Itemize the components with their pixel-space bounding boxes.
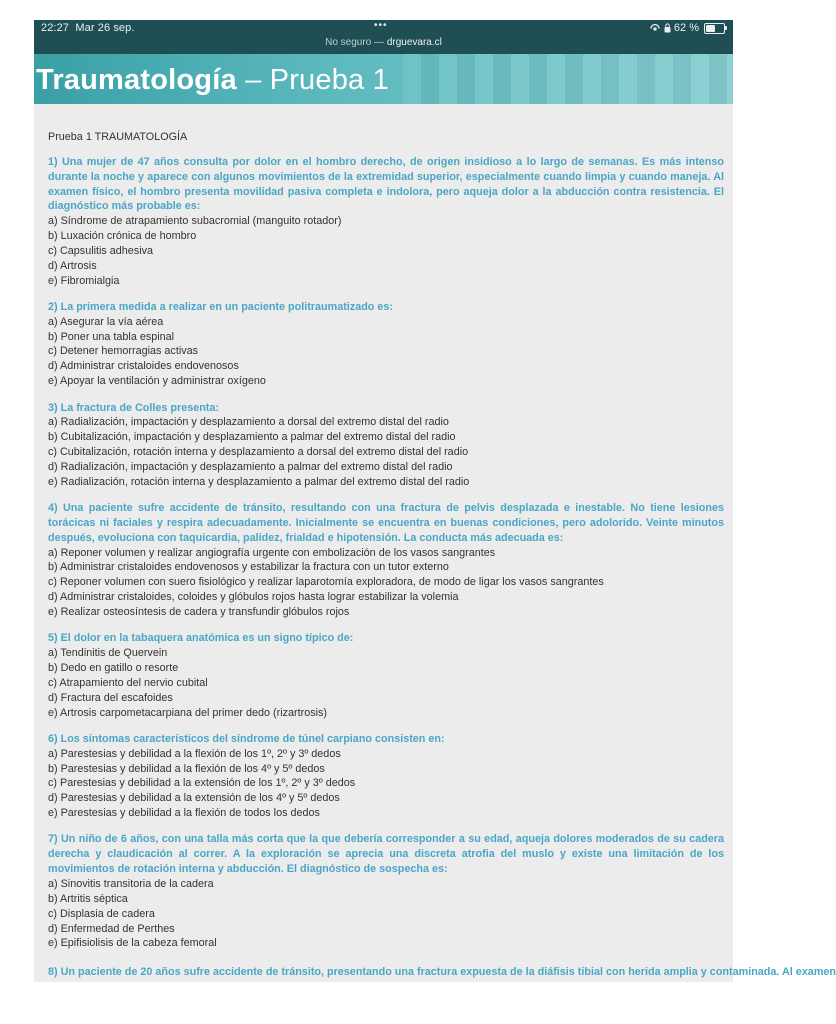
battery-level <box>706 25 715 32</box>
answer-option: b) Poner una tabla espinal <box>48 330 175 343</box>
partial-question-text: 8) Un paciente de 20 años sufre accidente de tránsito, presentando una fractura expuesta de la diáfisis tibial con herida amplia y contaminada. Al examen <box>48 966 836 978</box>
address-bar[interactable] <box>34 37 733 48</box>
answer-option: c) Reponer volumen con suero fisiológico y realizar laparotomía exploradora, de modo de ligar los vasos sangrantes <box>48 576 604 589</box>
page-banner <box>34 54 733 104</box>
answer-option: d) Parestesias y debilidad a la extensión de los 4º y 5º dedos <box>48 792 340 805</box>
document-title: Prueba 1 TRAUMATOLOGÍA <box>48 131 188 143</box>
answer-option: c) Detener hemorragias activas <box>48 345 199 358</box>
answer-option: c) Cubitalización, rotación interna y desplazamiento a dorsal del extremo distal del radio <box>48 446 469 459</box>
status-time-date <box>41 22 135 34</box>
answer-option: b) Administrar cristaloides endovenosos y estabilizar la fractura con un tutor externo <box>48 561 449 574</box>
answer-option: e) Radialización, rotación interna y desplazamiento a palmar del extremo distal del radio <box>48 475 470 488</box>
answer-option: e) Parestesias y debilidad a la flexión de todos los dedos <box>48 807 320 820</box>
answer-option: e) Epifisiolisis de la cabeza femoral <box>48 937 217 950</box>
question-text: 2) La primera medida a realizar en un paciente politraumatizado es: <box>48 300 394 313</box>
answer-option: c) Atrapamiento del nervio cubital <box>48 676 208 689</box>
question-text: 4) Una paciente sufre accidente de tránsito, resultando con una fractura de pelvis desplazada e inestable. No tiene lesiones torácicas ni faciales y respira adecuadamente. Inicialmente se encuentra en buenas condiciones, pero adolorido. Veinte minutos después, evoluciona con taquicardia, palidez, frialdad e hipotensión. La conducta más adecuada es: <box>48 502 724 544</box>
answer-option: d) Administrar cristaloides, coloides y glóbulos rojos hasta lograr estabilizar la volemia <box>48 591 459 604</box>
answer-option: a) Sinovitis transitoria de la cadera <box>48 877 214 890</box>
partial-question-8 <box>48 966 836 987</box>
answer-option: b) Parestesias y debilidad a la flexión de los 4º y 5º dedos <box>48 762 325 775</box>
status-indicators <box>649 22 725 34</box>
answer-option: e) Artrosis carpometacarpiana del primer dedo (rizartrosis) <box>48 706 328 719</box>
page-title-rest: – Prueba 1 <box>236 64 389 96</box>
question-block <box>48 155 724 289</box>
page-title-strong: Traumatología <box>36 64 237 96</box>
answer-option: b) Artritis séptica <box>48 892 128 905</box>
status-date: Mar 26 sep. <box>75 22 135 34</box>
answer-option: b) Cubitalización, impactación y desplazamiento a palmar del extremo distal del radio <box>48 431 456 444</box>
answer-option: e) Apoyar la ventilación y administrar oxígeno <box>48 375 266 388</box>
question-text: 3) La fractura de Colles presenta: <box>48 401 220 414</box>
question-text: 7) Un niño de 6 años, con una talla más corta que la que debería corresponder a su edad, aqueja dolores moderados de su cadera derecha y claudicación al correr. A la exploración se aprecia una discreta atrofia del muslo y existe una limitación de los movimientos de rotación interna y abducción. El diagnóstico de sospecha es: <box>48 833 724 876</box>
answer-option: c) Displasia de cadera <box>48 907 155 920</box>
answer-option: d) Administrar cristaloides endovenosos <box>48 360 239 373</box>
status-time: 22:27 <box>41 22 70 34</box>
question-block <box>48 300 724 389</box>
answer-option: b) Luxación crónica de hombro <box>48 230 197 243</box>
answer-option: a) Parestesias y debilidad a la flexión de los 1º, 2º y 3º dedos <box>48 747 341 760</box>
url-domain: drguevara.cl <box>386 37 442 48</box>
answer-option: a) Tendinitis de Quervein <box>48 647 168 660</box>
answer-option: e) Realizar osteosíntesis de cadera y transfundir glóbulos rojos <box>48 605 350 618</box>
document-body <box>48 130 724 963</box>
answer-option: a) Radialización, impactación y desplazamiento a dorsal del extremo distal del radio <box>48 416 449 429</box>
battery-percentage: 62 % <box>673 22 699 34</box>
question-list <box>48 155 724 951</box>
tablet-screen <box>34 20 836 982</box>
answer-option: e) Fibromialgia <box>48 274 120 287</box>
question-block <box>48 732 724 821</box>
question-block <box>48 631 724 720</box>
lock-icon <box>664 23 671 33</box>
answer-option: b) Dedo en gatillo o resorte <box>48 662 179 674</box>
answer-option: a) Asegurar la vía aérea <box>48 315 164 328</box>
answer-option: d) Enfermedad de Perthes <box>48 922 175 935</box>
answer-option: c) Capsulitis adhesiva <box>48 244 154 257</box>
question-text: 1) Una mujer de 47 años consulta por dolor en el hombro derecho, de origen insidioso a lo largo de semanas. Es más intenso durante la noche y aparece con algunos movimientos de la extremidad superior, especialmente cuando limpia y cuando maneja. Al examen físico, el hombro presenta movilidad pasiva completa e indolora, pero aqueja dolor a la abducción contra resistencia. El diagnóstico más probable es: <box>48 155 724 213</box>
screen-lock-icon <box>649 24 661 33</box>
question-block <box>48 401 724 490</box>
question-block <box>48 501 724 620</box>
question-block <box>48 832 724 951</box>
answer-option: a) Reponer volumen y realizar angiografía urgente con embolización de los vasos sangrantes <box>48 546 496 559</box>
answer-option: d) Fractura del escafoides <box>48 691 173 704</box>
answer-option: a) Síndrome de atrapamiento subacromial (manguito rotador) <box>48 215 342 228</box>
answer-option: d) Artrosis <box>48 259 97 272</box>
question-text: 5) El dolor en la tabaquera anatómica es un signo típico de: <box>48 632 354 645</box>
multitasking-dots-icon[interactable]: ••• <box>374 20 388 31</box>
battery-icon <box>704 23 725 34</box>
answer-option: d) Radialización, impactación y desplazamiento a palmar del extremo distal del radio <box>48 460 453 473</box>
answer-option: c) Parestesias y debilidad a la extensión de los 1º, 2º y 3º dedos <box>48 777 356 790</box>
status-bar <box>34 20 733 54</box>
page-title <box>36 64 389 96</box>
not-secure-label: No seguro — <box>325 37 385 48</box>
banner-background <box>403 54 733 104</box>
question-text: 6) Los síntomas característicos del síndrome de túnel carpiano consisten en: <box>48 732 445 745</box>
